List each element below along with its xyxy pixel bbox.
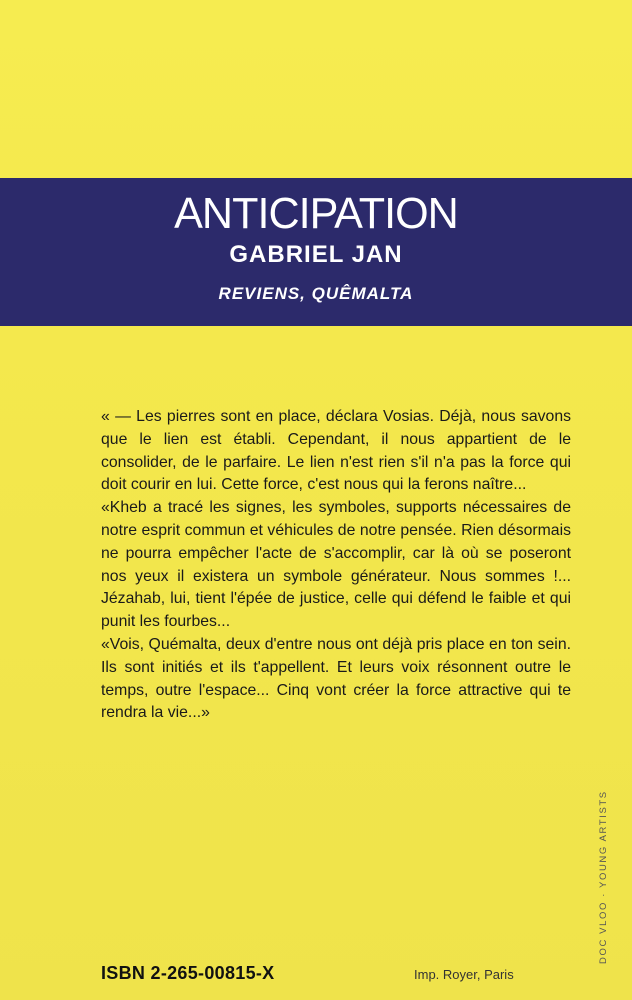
- blurb-paragraph-3: «Vois, Quémalta, deux d'entre nous ont déjà pris place en ton sein. Ils sont initiés et ils t'appellent. Et leurs voix résonnent outre le temps, outre l'espace... Cinq vont créer la force attractive qui te rendra la vie...»: [101, 635, 571, 722]
- blurb-text: [101, 406, 571, 725]
- book-title: REVIENS, QUÊMALTA: [218, 284, 414, 303]
- author-name: GABRIEL JAN: [229, 241, 403, 268]
- cover-art-credit-text: DOC VLOO · YOUNG ARTISTS: [598, 790, 609, 964]
- printer-credit: Imp. Royer, Paris: [414, 967, 514, 982]
- blurb-paragraph-2: «Kheb a tracé les signes, les symboles, supports nécessaires de notre esprit commun et véhicules de notre pensée. Rien désormais ne pourra empêcher l'acte de s'accomplir, car là où se poseront nos yeux il existera un symbole générateur. Nous sommes !... Jézahab, lui, tient l'épée de justice, celle qui défend le faible et qui punit les fourbes...: [101, 499, 571, 631]
- isbn: ISBN 2-265-00815-X: [101, 963, 275, 983]
- blurb-paragraph-1: « — Les pierres sont en place, déclara Vosias. Déjà, nous savons que le lien est établi. Cependant, il nous appartient de le consolider, de le parfaire. Le lien n'est rien s'il n'a pas la force qui doit courir en lui. Cette force, c'est nous qui la ferons naître...: [101, 408, 571, 494]
- series-title: ANTICIPATION: [174, 189, 458, 238]
